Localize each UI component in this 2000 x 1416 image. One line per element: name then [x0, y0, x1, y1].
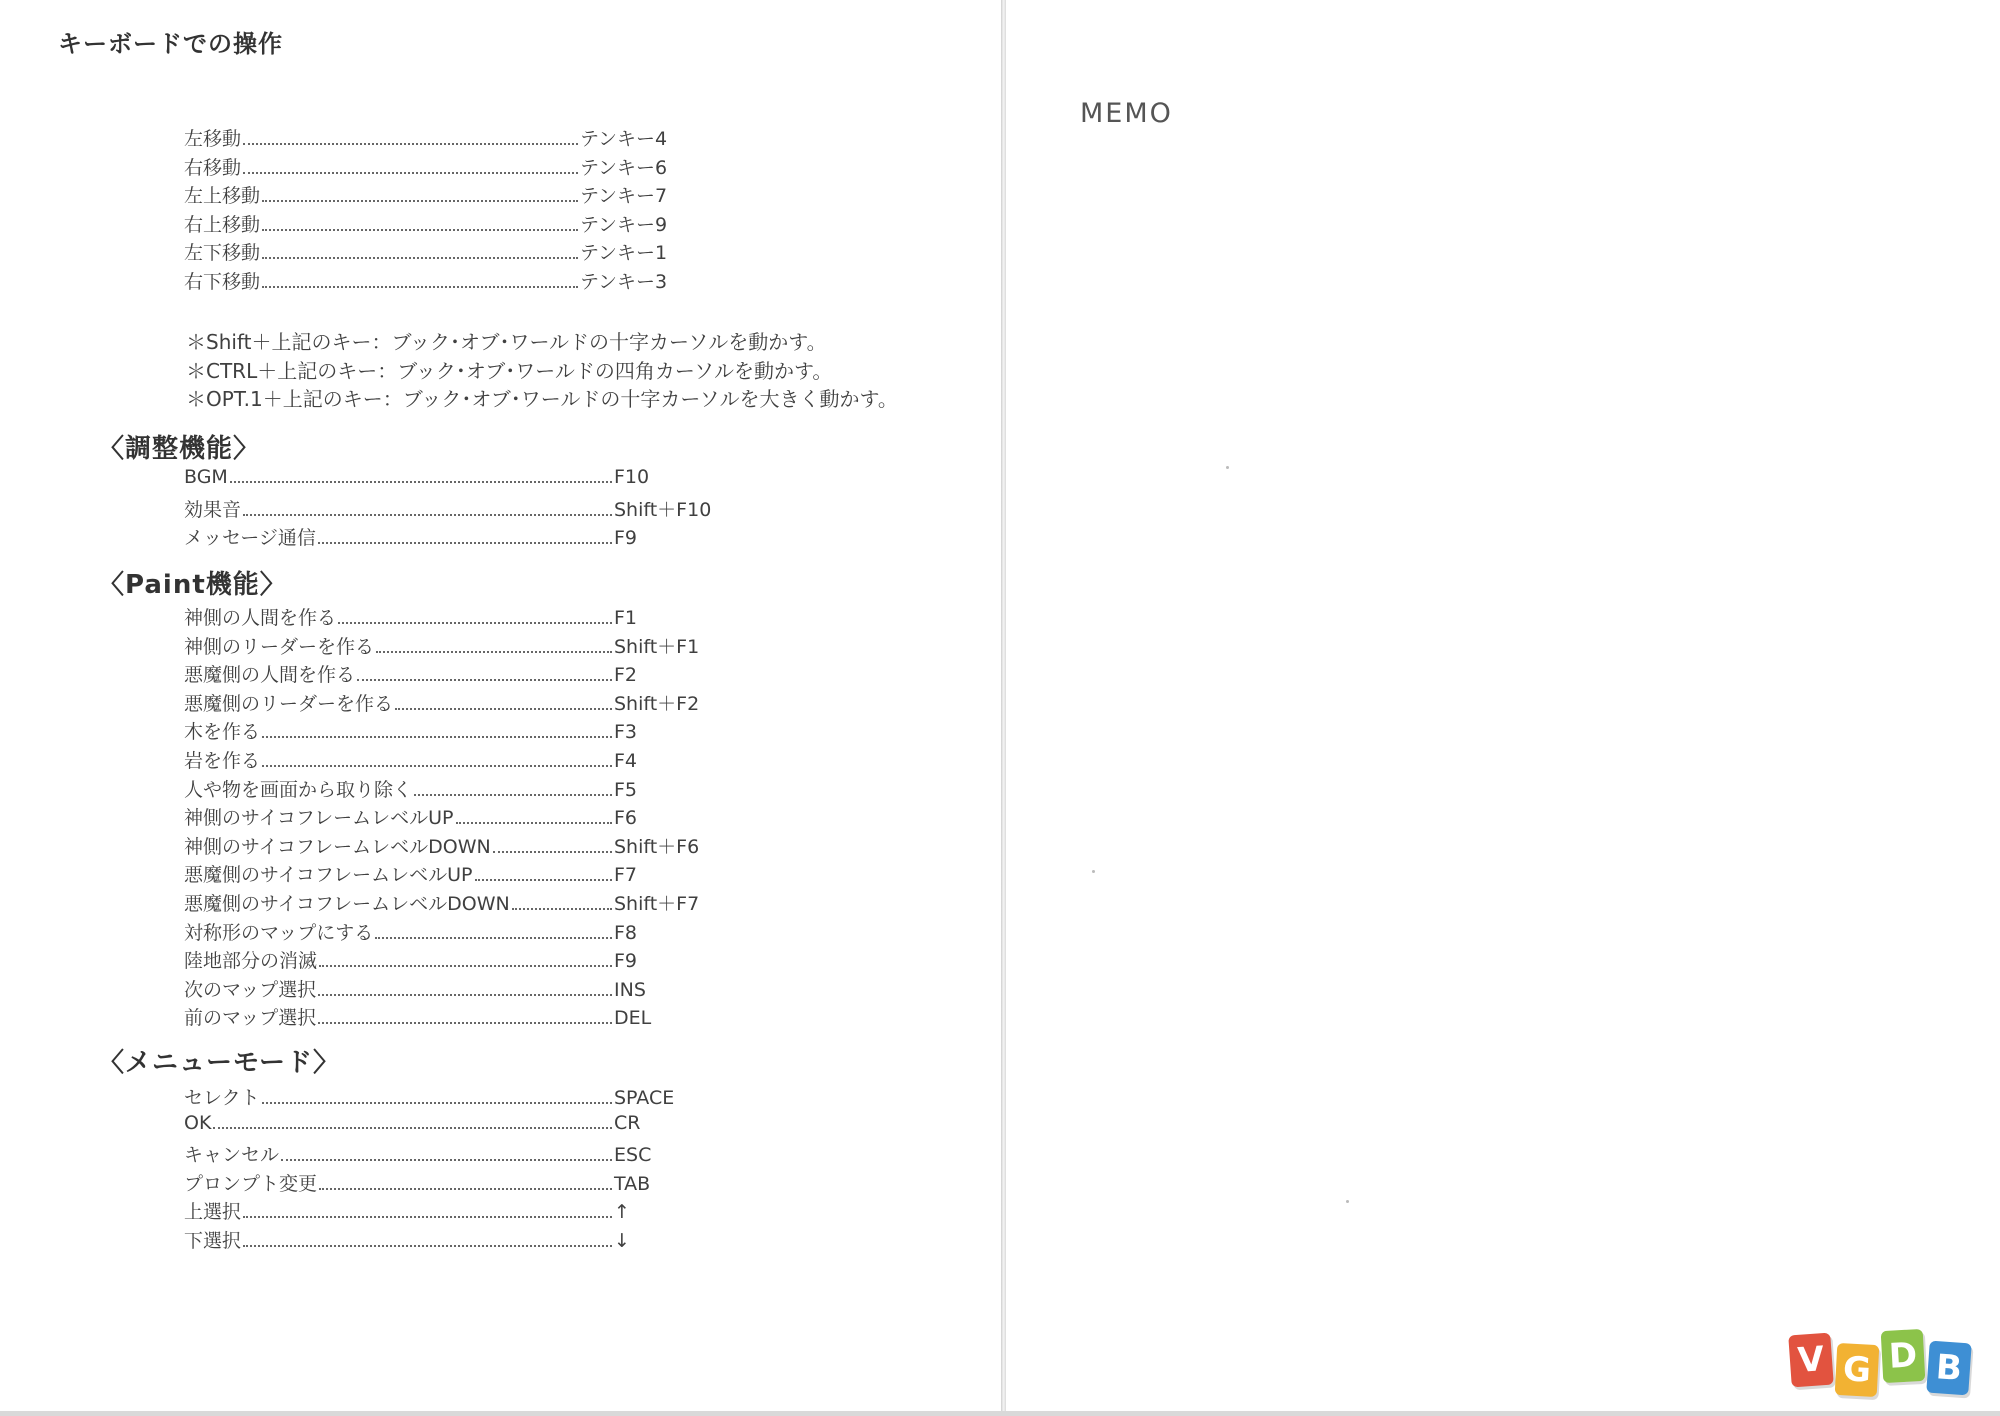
key-label: F5 [614, 778, 638, 801]
key-label: Shift＋F6 [614, 835, 700, 858]
list-item [184, 1003, 724, 1032]
page-bottom-edge [0, 1411, 2000, 1416]
action-label: 木を作る [184, 721, 261, 744]
list-item [184, 210, 680, 239]
leader-dots [456, 822, 612, 824]
section-heading-adjust: 〈調整機能〉 [98, 434, 261, 464]
action-label: 陸地部分の消滅 [184, 950, 318, 973]
logo-tile: B [1926, 1341, 1972, 1396]
list-item [184, 181, 680, 210]
key-label: テンキー6 [580, 156, 668, 179]
section-heading-menu-mode: 〈メニューモード〉 [98, 1048, 340, 1078]
note-line: ＊CTRL＋上記のキー：ブック･オブ･ワールドの四角カーソルを動かす。 [186, 358, 833, 383]
list-item [184, 603, 724, 632]
action-label: 神側のサイコフレームレベルDOWN [184, 835, 491, 858]
action-label: 神側のリーダーを作る [184, 635, 375, 658]
leader-dots [243, 143, 578, 145]
key-label: F9 [614, 527, 638, 550]
list-item [184, 775, 724, 804]
list-item [184, 1140, 724, 1169]
leader-dots [357, 679, 612, 681]
leader-dots [475, 879, 612, 881]
page-title: キーボードでの操作 [58, 30, 283, 58]
list-item [184, 918, 724, 947]
list-item [184, 124, 680, 153]
key-label: F7 [614, 864, 638, 887]
action-label: セレクト [184, 1087, 260, 1109]
key-label: テンキー1 [580, 242, 668, 265]
action-label: 左下移動 [184, 242, 261, 265]
leader-dots [318, 1022, 612, 1024]
action-label: 下選択 [184, 1229, 242, 1252]
action-label: 神側のサイコフレームレベルUP [184, 807, 454, 830]
action-label: プロンプト変更 [184, 1172, 318, 1195]
action-label: 右下移動 [184, 270, 261, 293]
action-label: 対称形のマップにする [184, 921, 374, 944]
key-label: テンキー3 [580, 270, 668, 293]
note-line: ＊Shift＋上記のキー：ブック･オブ･ワールドの十字カーソルを動かす。 [186, 330, 827, 354]
list-item [184, 946, 724, 975]
action-label: キャンセル [184, 1144, 280, 1167]
leader-dots [262, 229, 578, 231]
leader-dots [512, 908, 612, 910]
key-label: CR [614, 1111, 641, 1134]
list-item [184, 1083, 724, 1112]
leader-dots [262, 1102, 612, 1104]
list-item [184, 660, 724, 689]
logo-tile: V [1788, 1333, 1834, 1388]
list-item [184, 466, 724, 495]
logo-tile: D [1881, 1329, 1926, 1383]
leader-dots [376, 651, 612, 653]
key-label: テンキー4 [580, 128, 668, 150]
paint-key-list [184, 603, 724, 1032]
action-label: 左上移動 [184, 185, 261, 208]
vgdb-watermark-logo [1790, 1328, 1990, 1402]
key-label: ↓ [614, 1229, 630, 1252]
action-label: 上選択 [184, 1201, 242, 1224]
leader-dots [213, 1127, 612, 1129]
leader-dots [243, 172, 578, 174]
key-label: F4 [614, 749, 638, 772]
key-label: SPACE [614, 1087, 675, 1109]
list-item [184, 746, 724, 775]
leader-dots [318, 994, 612, 996]
action-label: 悪魔側のサイコフレームレベルUP [184, 864, 473, 887]
list-item [184, 975, 724, 1004]
action-label: 次のマップ選択 [184, 978, 317, 1001]
leader-dots [493, 851, 612, 853]
list-item [184, 717, 724, 746]
action-label: 人や物を画面から取り除く [184, 778, 413, 801]
leader-dots [243, 1245, 612, 1247]
action-label: OK [184, 1111, 212, 1134]
note-line: ＊OPT.1＋上記のキー：ブック･オブ･ワールドの十字カーソルを大きく動かす。 [186, 387, 898, 411]
modifier-notes [186, 326, 898, 412]
memo-title: MEMO [1080, 98, 1173, 129]
leader-dots [395, 708, 612, 710]
leader-dots [262, 286, 578, 288]
action-label: 右上移動 [184, 213, 261, 236]
action-label: 右移動 [184, 156, 242, 179]
leader-dots [243, 1216, 612, 1218]
right-page [1006, 0, 2000, 1416]
key-label: DEL [614, 1007, 652, 1030]
paper-speck [1346, 1200, 1349, 1203]
key-label: ↑ [614, 1201, 630, 1224]
key-label: TAB [614, 1172, 651, 1195]
action-label: 悪魔側のリーダーを作る [184, 692, 394, 715]
leader-dots [318, 542, 612, 544]
leader-dots [414, 794, 612, 796]
action-label: 左移動 [184, 128, 242, 150]
key-label: Shift＋F7 [614, 892, 700, 915]
key-label: F2 [614, 664, 638, 687]
key-label: F1 [614, 607, 638, 629]
leader-dots [243, 514, 612, 516]
action-label: 前のマップ選択 [184, 1007, 317, 1030]
list-item [184, 1112, 724, 1141]
key-label: F6 [614, 807, 638, 830]
key-label: ESC [614, 1144, 652, 1167]
list-item [184, 238, 680, 267]
key-label: F3 [614, 721, 638, 744]
key-label: Shift＋F1 [614, 635, 700, 658]
section-heading-paint: 〈Paint機能〉 [98, 570, 287, 600]
list-item [184, 495, 724, 524]
key-label: F10 [614, 466, 650, 488]
key-label: Shift＋F10 [614, 498, 712, 521]
leader-dots [319, 965, 612, 967]
action-label: 神側の人間を作る [184, 607, 337, 629]
list-item [184, 1169, 724, 1198]
logo-tile: G [1835, 1343, 1880, 1397]
leader-dots [262, 765, 612, 767]
list-item [184, 523, 724, 552]
action-label: メッセージ通信 [184, 527, 316, 550]
list-item [184, 153, 680, 182]
list-item [184, 689, 724, 718]
leader-dots [262, 736, 612, 738]
leader-dots [281, 1159, 612, 1161]
leader-dots [262, 200, 578, 202]
key-label: F9 [614, 950, 638, 973]
key-label: テンキー7 [580, 185, 668, 208]
menu-mode-key-list [184, 1083, 724, 1255]
list-item [184, 860, 724, 889]
action-label: 岩を作る [184, 749, 261, 772]
list-item [184, 1197, 724, 1226]
action-label: 効果音 [184, 498, 242, 521]
leader-dots [262, 257, 578, 259]
adjust-key-list [184, 466, 724, 552]
action-label: BGM [184, 466, 228, 488]
paper-speck [1092, 870, 1095, 873]
list-item [184, 832, 724, 861]
key-label: INS [614, 978, 646, 1001]
leader-dots [375, 937, 612, 939]
movement-key-list [184, 124, 680, 296]
list-item [184, 1226, 724, 1255]
key-label: F8 [614, 921, 638, 944]
leader-dots [338, 622, 612, 624]
key-label: テンキー9 [580, 213, 668, 236]
list-item [184, 889, 724, 918]
paper-speck [1226, 466, 1229, 469]
leader-dots [319, 1188, 612, 1190]
list-item [184, 267, 680, 296]
action-label: 悪魔側の人間を作る [184, 664, 356, 687]
leader-dots [230, 481, 612, 483]
list-item [184, 632, 724, 661]
list-item [184, 803, 724, 832]
action-label: 悪魔側のサイコフレームレベルDOWN [184, 892, 510, 915]
key-label: Shift＋F2 [614, 692, 700, 715]
